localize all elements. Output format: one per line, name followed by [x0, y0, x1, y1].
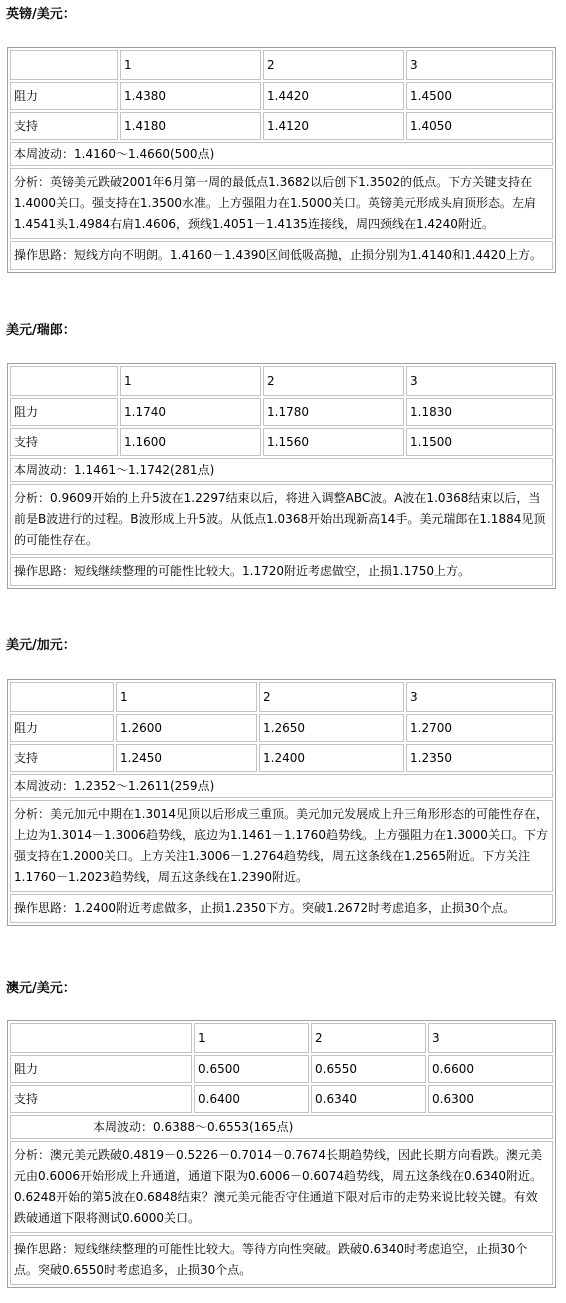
strategy-text: 操作思路：短线继续整理的可能性比较大。1.1720附近考虑做空，止损1.1750上方。 — [10, 557, 553, 586]
resistance-3: 1.1830 — [406, 398, 553, 426]
resistance-2: 1.4420 — [263, 82, 404, 110]
strategy-text: 操作思路：短线方向不明朗。1.4160－1.4390区间低吸高抛，止损分别为1.4140和1.4420上方。 — [10, 241, 553, 270]
table-header-row — [10, 50, 553, 80]
support-1: 1.2450 — [116, 744, 257, 772]
table-header-row — [10, 366, 553, 396]
resistance-3: 1.2700 — [406, 714, 553, 742]
header-cell-3: 3 — [406, 50, 553, 80]
resistance-1: 1.4380 — [120, 82, 261, 110]
weekly-range: 本周波动：1.1461～1.1742(281点) — [10, 458, 553, 482]
row-label: 阻力 — [10, 714, 114, 742]
support-row — [10, 744, 553, 772]
resistance-row — [10, 714, 553, 742]
support-2: 1.4120 — [263, 112, 404, 140]
support-2: 1.2400 — [259, 744, 404, 772]
header-cell-2: 2 — [259, 682, 404, 712]
section-title-usdcad: 美元/加元： — [6, 638, 76, 653]
quote-table-usdchf — [7, 363, 556, 589]
row-label: 支持 — [10, 112, 118, 140]
header-cell-empty — [10, 50, 118, 80]
support-2: 1.1560 — [263, 428, 404, 456]
support-row — [10, 112, 553, 140]
resistance-2: 1.2650 — [259, 714, 404, 742]
support-2: 0.6340 — [311, 1085, 426, 1113]
resistance-2: 0.6550 — [311, 1055, 426, 1083]
weekly-range: 本周波动：0.6388～0.6553(165点) — [10, 1115, 553, 1139]
analysis-text: 分析：美元加元中期在1.3014见顶以后形成三重顶。美元加元发展成上升三角形形态的可能性存在，上边为1.3014－1.3006趋势线，底边为1.1461－1.1760趋势线。上方强阻力在1.3000关口。下方强支持在1.2000关口。上方关注1.3006－1.2764趋势线，周五这条线在1.2565附近。下方关注1.1760－1.2023趋势线，周五这条线在1.2390附近。 — [10, 800, 553, 892]
header-cell-1: 1 — [120, 50, 261, 80]
header-cell-empty — [10, 1023, 192, 1053]
resistance-3: 0.6600 — [428, 1055, 553, 1083]
support-1: 1.4180 — [120, 112, 261, 140]
resistance-row — [10, 398, 553, 426]
resistance-1: 0.6500 — [194, 1055, 309, 1083]
analysis-text: 分析：英镑美元跌破2001年6月第一周的最低点1.3682以后创下1.3502的低点。下方关键支持在1.4000关口。强支持在1.3500水准。上方强阻力在1.5000关口。英镑美元形成头肩顶形态。左肩1.4541头1.4984右肩1.4606，颈线1.4051－1.4135连接线，周四颈线在1.4240附近。 — [10, 168, 553, 239]
header-cell-empty — [10, 366, 118, 396]
header-cell-1: 1 — [120, 366, 261, 396]
header-cell-1: 1 — [194, 1023, 309, 1053]
header-cell-empty — [10, 682, 114, 712]
support-3: 1.1500 — [406, 428, 553, 456]
support-3: 1.2350 — [406, 744, 553, 772]
row-label: 支持 — [10, 744, 114, 772]
support-1: 1.1600 — [120, 428, 261, 456]
analysis-text: 分析：澳元美元跌破0.4819－0.5226－0.7014－0.7674长期趋势线，因此长期方向看跌。澳元美元由0.6006开始形成上升通道，通道下限为0.6006－0.6074趋势线，周五这条线在0.6340附近。0.6248开始的第5波在0.6848结束？澳元美元能否守住通道下限对后市的走势来说比较关键。有效跌破通道下限将测试0.6000关口。 — [10, 1141, 553, 1233]
strategy-text: 操作思路：1.2400附近考虑做多，止损1.2350下方。突破1.2672时考虑追多，止损30个点。 — [10, 894, 553, 923]
quote-table-gbpusd — [7, 47, 556, 273]
header-cell-3: 3 — [406, 366, 553, 396]
strategy-text: 操作思路：短线继续整理的可能性比较大。等待方向性突破。跌破0.6340时考虑追空，止损30个点。突破0.6550时考虑追多，止损30个点。 — [10, 1235, 553, 1285]
header-cell-2: 2 — [263, 366, 404, 396]
header-cell-3: 3 — [428, 1023, 553, 1053]
header-cell-2: 2 — [311, 1023, 426, 1053]
header-cell-3: 3 — [406, 682, 553, 712]
support-3: 0.6300 — [428, 1085, 553, 1113]
support-row — [10, 1085, 553, 1113]
section-title-audusd: 澳元/美元： — [6, 981, 76, 996]
resistance-1: 1.2600 — [116, 714, 257, 742]
resistance-row — [10, 1055, 553, 1083]
section-title-usdchf: 美元/瑞郎： — [6, 323, 76, 338]
support-1: 0.6400 — [194, 1085, 309, 1113]
support-row — [10, 428, 553, 456]
resistance-1: 1.1740 — [120, 398, 261, 426]
row-label: 支持 — [10, 1085, 192, 1113]
analysis-text: 分析：0.9609开始的上升5波在1.2297结束以后，将进入调整ABC波。A波在1.0368结束以后，当前是B波进行的过程。B波形成上升5波。从低点1.0368开始出现新高14手。美元瑞郎在1.1884见顶的可能性存在。 — [10, 484, 553, 555]
table-header-row — [10, 1023, 553, 1053]
support-3: 1.4050 — [406, 112, 553, 140]
header-cell-2: 2 — [263, 50, 404, 80]
row-label: 阻力 — [10, 82, 118, 110]
quote-table-audusd — [7, 1020, 556, 1288]
row-label: 阻力 — [10, 1055, 192, 1083]
resistance-2: 1.1780 — [263, 398, 404, 426]
section-title-gbpusd: 英镑/美元： — [6, 7, 76, 22]
row-label: 阻力 — [10, 398, 118, 426]
table-header-row — [10, 682, 553, 712]
resistance-row — [10, 82, 553, 110]
weekly-range: 本周波动：1.4160～1.4660(500点) — [10, 142, 553, 166]
weekly-range: 本周波动：1.2352～1.2611(259点) — [10, 774, 553, 798]
header-cell-1: 1 — [116, 682, 257, 712]
resistance-3: 1.4500 — [406, 82, 553, 110]
row-label: 支持 — [10, 428, 118, 456]
quote-table-usdcad — [7, 679, 556, 926]
